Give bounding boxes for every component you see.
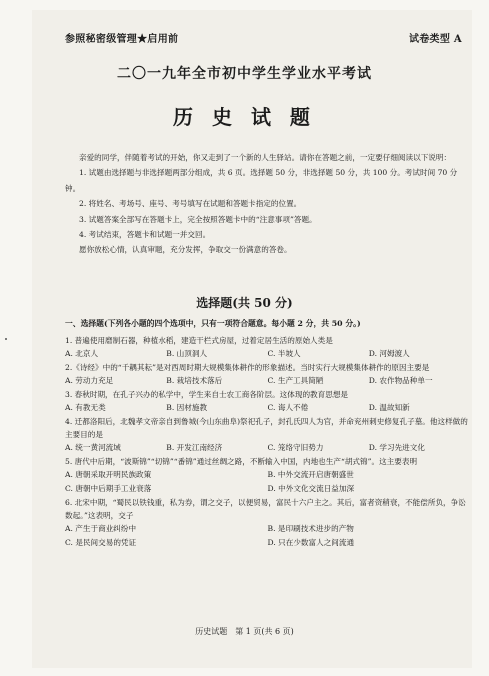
question xyxy=(65,496,470,550)
scan-speck xyxy=(5,338,7,340)
option: B. 栽培技术落后 xyxy=(166,376,223,385)
option: C. 半坡人 xyxy=(267,349,301,358)
closing-line: 愿你放松心情，认真审题，充分发挥，争取交一份满意的答卷。 xyxy=(79,245,292,255)
option-list xyxy=(65,522,470,550)
question xyxy=(65,455,470,496)
note-item: 1. 试题由选择题与非选择题两部分组成，共 6 页。选择题 50 分，非选择题 50 分，共 100 分。考试时间 70 分钟。 xyxy=(65,168,458,193)
option: D. 农作物品种单一 xyxy=(368,376,433,385)
option: C. 诲人不倦 xyxy=(267,403,309,412)
option-list xyxy=(65,401,470,415)
option: B. 因材施教 xyxy=(166,403,208,412)
confidentiality-label: 参照秘密级管理★启用前 xyxy=(65,34,179,45)
option: B. 是印刷技术进步的产物 xyxy=(267,524,354,533)
question xyxy=(65,415,470,455)
option: D. 学习先进文化 xyxy=(368,443,425,452)
note-item: 4. 考试结束，答题卡和试题一并交回。 xyxy=(79,230,211,240)
option: C. 唐朝中后期手工业衰落 xyxy=(65,484,152,493)
note-item: 2. 将姓名、考场号、座号、考号填写在试题和答题卡指定的位置。 xyxy=(79,199,302,209)
option: A. 产生于商业纠纷中 xyxy=(65,524,137,533)
option: A. 劳动力充足 xyxy=(65,376,114,385)
option: B. 中外交流开启唐朝盛世 xyxy=(267,470,354,479)
option: D. 温故知新 xyxy=(368,403,410,412)
option: A. 统一黄河流域 xyxy=(65,443,121,452)
note-item: 3. 试题答案全部写在答题卡上，完全按照答题卡中的“注意事项”答题。 xyxy=(79,214,317,224)
exam-title: 二〇一九年全市初中学生学业水平考试 xyxy=(117,66,372,82)
section-instructions: 一、选择题(下列各小题的四个选项中，只有一项符合题意。每小题 2 分，共 50 分。) xyxy=(65,319,361,328)
option: C. 生产工具简陋 xyxy=(267,376,324,385)
question xyxy=(65,334,470,361)
option: A. 有教无类 xyxy=(65,403,106,412)
question-text: 1. 普遍使用磨制石器，种植水稻，建造干栏式房屋，过着定居生活的原始人类是 xyxy=(65,336,333,345)
option: C. 是民间交易的凭证 xyxy=(65,538,137,547)
question-text: 6. 北宋中期，“蜀民以铁钱重，私为券，谓之交子，以便贸易，富民十六户主之。其后，富者资稍衰，不能偿所负，争讼数起。”这表明，交子 xyxy=(65,498,466,520)
instructions-block xyxy=(65,150,470,258)
option: D. 中外文化交流日益加深 xyxy=(267,484,355,493)
option: D. 只在少数富人之间流通 xyxy=(267,538,355,547)
intro-paragraph: 亲爱的同学，伴随着考试的开始，你又走到了一个新的人生驿站。请你在答题之前，一定要仔细阅读以下说明： xyxy=(79,153,452,162)
section-title: 选择题(共 50 分) xyxy=(196,296,293,310)
question-text: 5. 唐代中后期，“波斯锦”“切锦”“番锦”通过丝绸之路，不断输入中国，内地也生产“胡式锦”。这主要表明 xyxy=(65,457,418,466)
option-list xyxy=(65,347,470,361)
question xyxy=(65,388,470,415)
option-list xyxy=(65,468,470,496)
option: B. 开发江南经济 xyxy=(166,443,223,452)
question xyxy=(65,361,470,388)
option: C. 笼络守旧势力 xyxy=(267,443,324,452)
question-text: 4. 迁都洛阳后，北魏孝文帝亲自到鲁城(今山东曲阜)祭祀孔子，封孔氏四人为官，并命兖州刺史修复孔子墓。他这样做的主要目的是 xyxy=(65,417,468,439)
paper-type-label: 试卷类型 A xyxy=(408,34,462,45)
option-list xyxy=(65,374,470,388)
option-list xyxy=(65,441,470,455)
question-text: 2.《诗经》中的“千耦其耘”是对西周时期大规模集体耕作的形象描述。当时实行大规模集体耕作的原因主要是 xyxy=(65,363,430,372)
page-footer: 历史试题 第 1 页(共 6 页) xyxy=(195,627,294,636)
question-text: 3. 春秋时期，在孔子兴办的私学中，学生来自士农工商各阶层。这体现的教育思想是 xyxy=(65,390,349,399)
option: A. 唐朝采取开明民族政策 xyxy=(65,470,152,479)
question-list xyxy=(65,334,470,550)
option: A. 北京人 xyxy=(65,349,99,358)
option: D. 河姆渡人 xyxy=(368,349,410,358)
option: B. 山顶洞人 xyxy=(166,349,208,358)
subject-title: 历 史 试 题 xyxy=(173,105,316,129)
